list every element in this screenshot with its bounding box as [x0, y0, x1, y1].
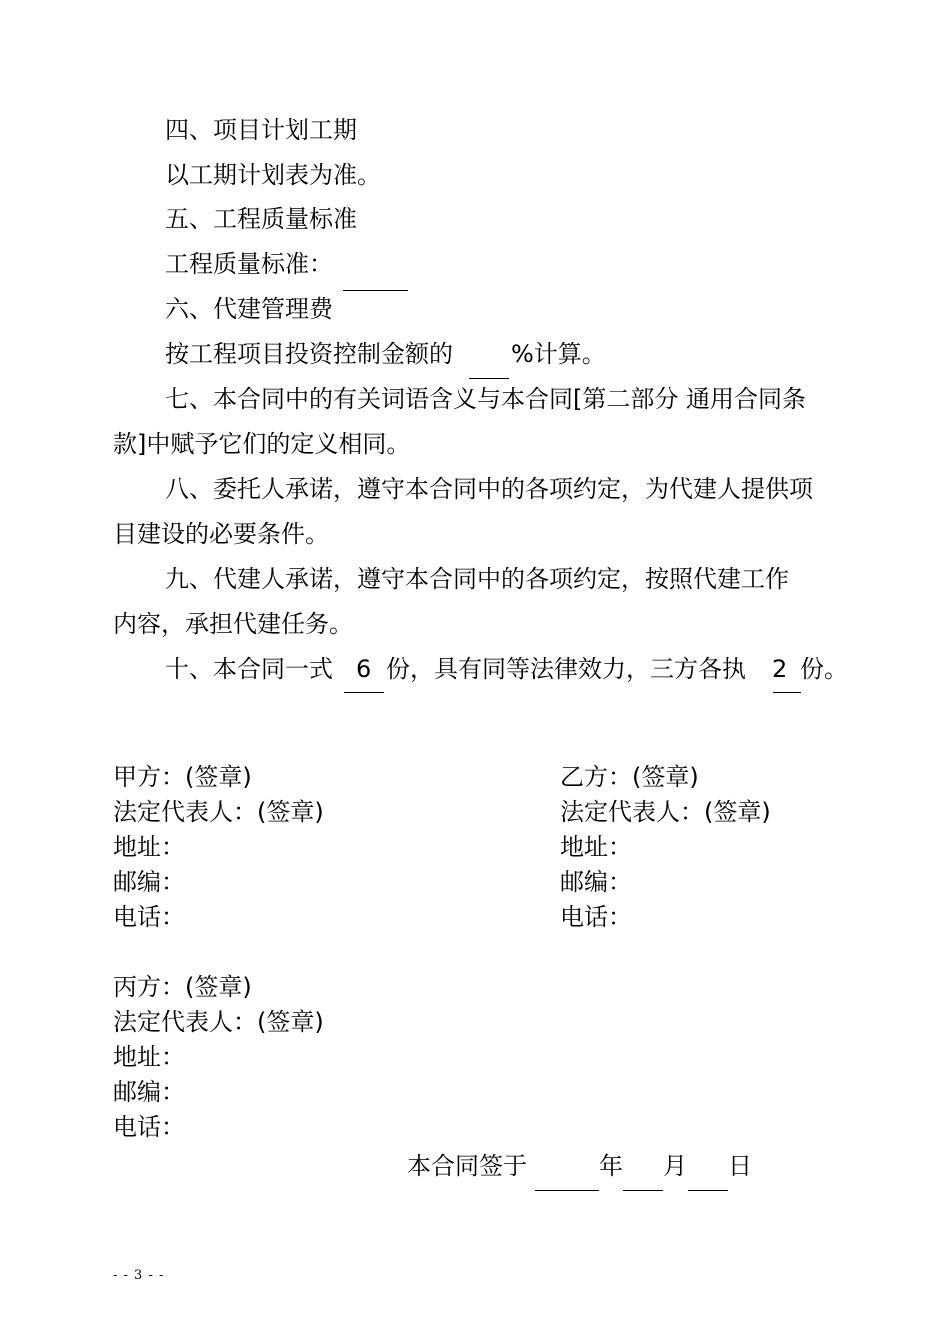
copies-blank [344, 692, 384, 693]
party-b-label: 乙方：(签章) [560, 763, 699, 791]
signing-month-blank [623, 1190, 663, 1191]
section-7-line-2: 款]中赋予它们的定义相同。 [113, 430, 411, 458]
signing-prefix: 本合同签于 [407, 1152, 527, 1180]
signing-year: 年 [599, 1152, 623, 1180]
section-10-post: 份。 [800, 655, 848, 683]
party-c-address: 地址： [113, 1043, 185, 1071]
section-5-body: 工程质量标准： [165, 250, 333, 278]
party-c-phone: 电话： [113, 1113, 185, 1141]
signing-year-blank [535, 1190, 599, 1191]
section-7-line-1: 七、本合同中的有关词语含义与本合同[第二部分 通用合同条 [165, 385, 806, 413]
section-5-title: 五、工程质量标准 [165, 205, 357, 233]
section-10-mid: 份，具有同等法律效力，三方各执 [386, 655, 746, 683]
section-6-title: 六、代建管理费 [165, 295, 333, 323]
party-c-postcode: 邮编： [113, 1078, 185, 1106]
party-a-phone: 电话： [113, 903, 185, 931]
section-9-line-1: 九、代建人承诺，遵守本合同中的各项约定，按照代建工作 [165, 565, 789, 593]
section-10-pre: 十、本合同一式 [165, 655, 333, 683]
section-4-title: 四、项目计划工期 [165, 116, 357, 144]
section-10-each: 2 [772, 655, 788, 683]
quality-standard-blank [343, 290, 408, 291]
party-a-address: 地址： [113, 833, 185, 861]
party-b-postcode: 邮编： [560, 868, 632, 896]
party-a-postcode: 邮编： [113, 868, 185, 896]
party-b-address: 地址： [560, 833, 632, 861]
section-10-copies: 6 [356, 655, 372, 683]
section-9-line-2: 内容，承担代建任务。 [113, 610, 353, 638]
party-c-rep: 法定代表人：(签章) [113, 1008, 324, 1036]
fee-percent-blank [469, 378, 509, 379]
party-b-phone: 电话： [560, 903, 632, 931]
section-4-body: 以工期计划表为准。 [165, 161, 381, 189]
signing-day: 日 [728, 1152, 752, 1180]
each-blank [773, 692, 801, 693]
party-c-label: 丙方：(签章) [113, 973, 252, 1001]
party-a-rep: 法定代表人：(签章) [113, 798, 324, 826]
party-a-label: 甲方：(签章) [113, 763, 252, 791]
section-6-body-pre: 按工程项目投资控制金额的 [165, 340, 453, 368]
section-6-body-post: %计算。 [511, 340, 606, 368]
signing-month: 月 [663, 1152, 687, 1180]
section-8-line-2: 目建设的必要条件。 [113, 520, 329, 548]
page-number: - - 3 - - [113, 1268, 165, 1283]
signing-day-blank [688, 1190, 728, 1191]
section-8-line-1: 八、委托人承诺，遵守本合同中的各项约定，为代建人提供项 [165, 475, 813, 503]
party-b-rep: 法定代表人：(签章) [560, 798, 771, 826]
